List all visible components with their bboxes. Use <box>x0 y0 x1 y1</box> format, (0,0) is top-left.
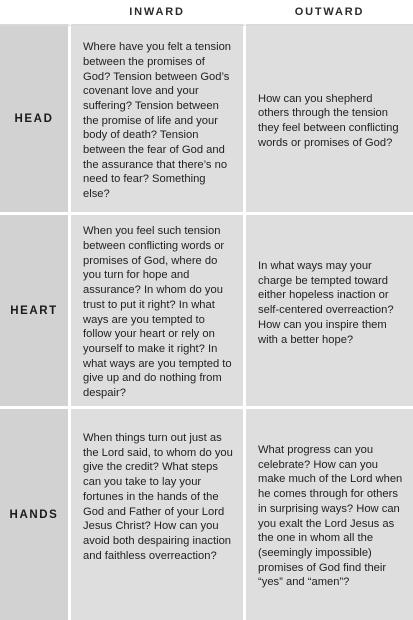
heart-inward-text: When you feel such tension between conflicting words or promises of God, where do you turn for hope and assurance? In whom do you trust to put it right? In what ways are you tempted to follow your heart or rely on yourself to make it right? In what ways are you tempted to give up and do nothing from despair? <box>83 225 232 400</box>
header-corner <box>0 0 71 26</box>
hands-outward-cell <box>246 409 413 620</box>
heart-inward-cell <box>71 215 246 409</box>
hands-outward-text: What progress can you celebrate? How can you make much of the Lord when he comes through for others in surprising ways? How can you exalt the Lord Jesus as the one in whom all the (seemingly impossible) promises of God find their “yes” and “amen”? <box>258 443 403 589</box>
head-outward-text: How can you shepherd others through the tension they feel between conflicting words or promises of God? <box>258 92 399 149</box>
head-outward-cell <box>246 26 413 215</box>
heart-outward-text: In what ways may your charge be tempted toward either hopeless inaction or self-centered overreaction? How can you inspire them with a better hope? <box>258 260 394 346</box>
heart-outward-cell <box>246 215 413 409</box>
hands-inward-text: When things turn out just as the Lord said, to whom do you give the credit? What steps can you take to lay your fortunes in the hands of the God and Father of your Lord Jesus Christ? How can you avoid both despairing inaction and faithless overreaction? <box>83 432 233 562</box>
column-header-outward: OUTWARD <box>246 0 413 26</box>
row-label-head: HEAD <box>0 26 71 215</box>
hands-inward-cell <box>71 409 246 620</box>
head-inward-text: Where have you felt a tension between the promises of God? Tension between God’s covenant love and your suffering? Tension between the promise of life and your body of death? Tension between the fear of God and the assurance that there’s no need to fear? Something else? <box>83 41 232 201</box>
row-label-heart: HEART <box>0 215 71 409</box>
head-inward-cell <box>71 26 246 215</box>
row-label-hands: HANDS <box>0 409 71 620</box>
column-header-inward: INWARD <box>71 0 246 26</box>
